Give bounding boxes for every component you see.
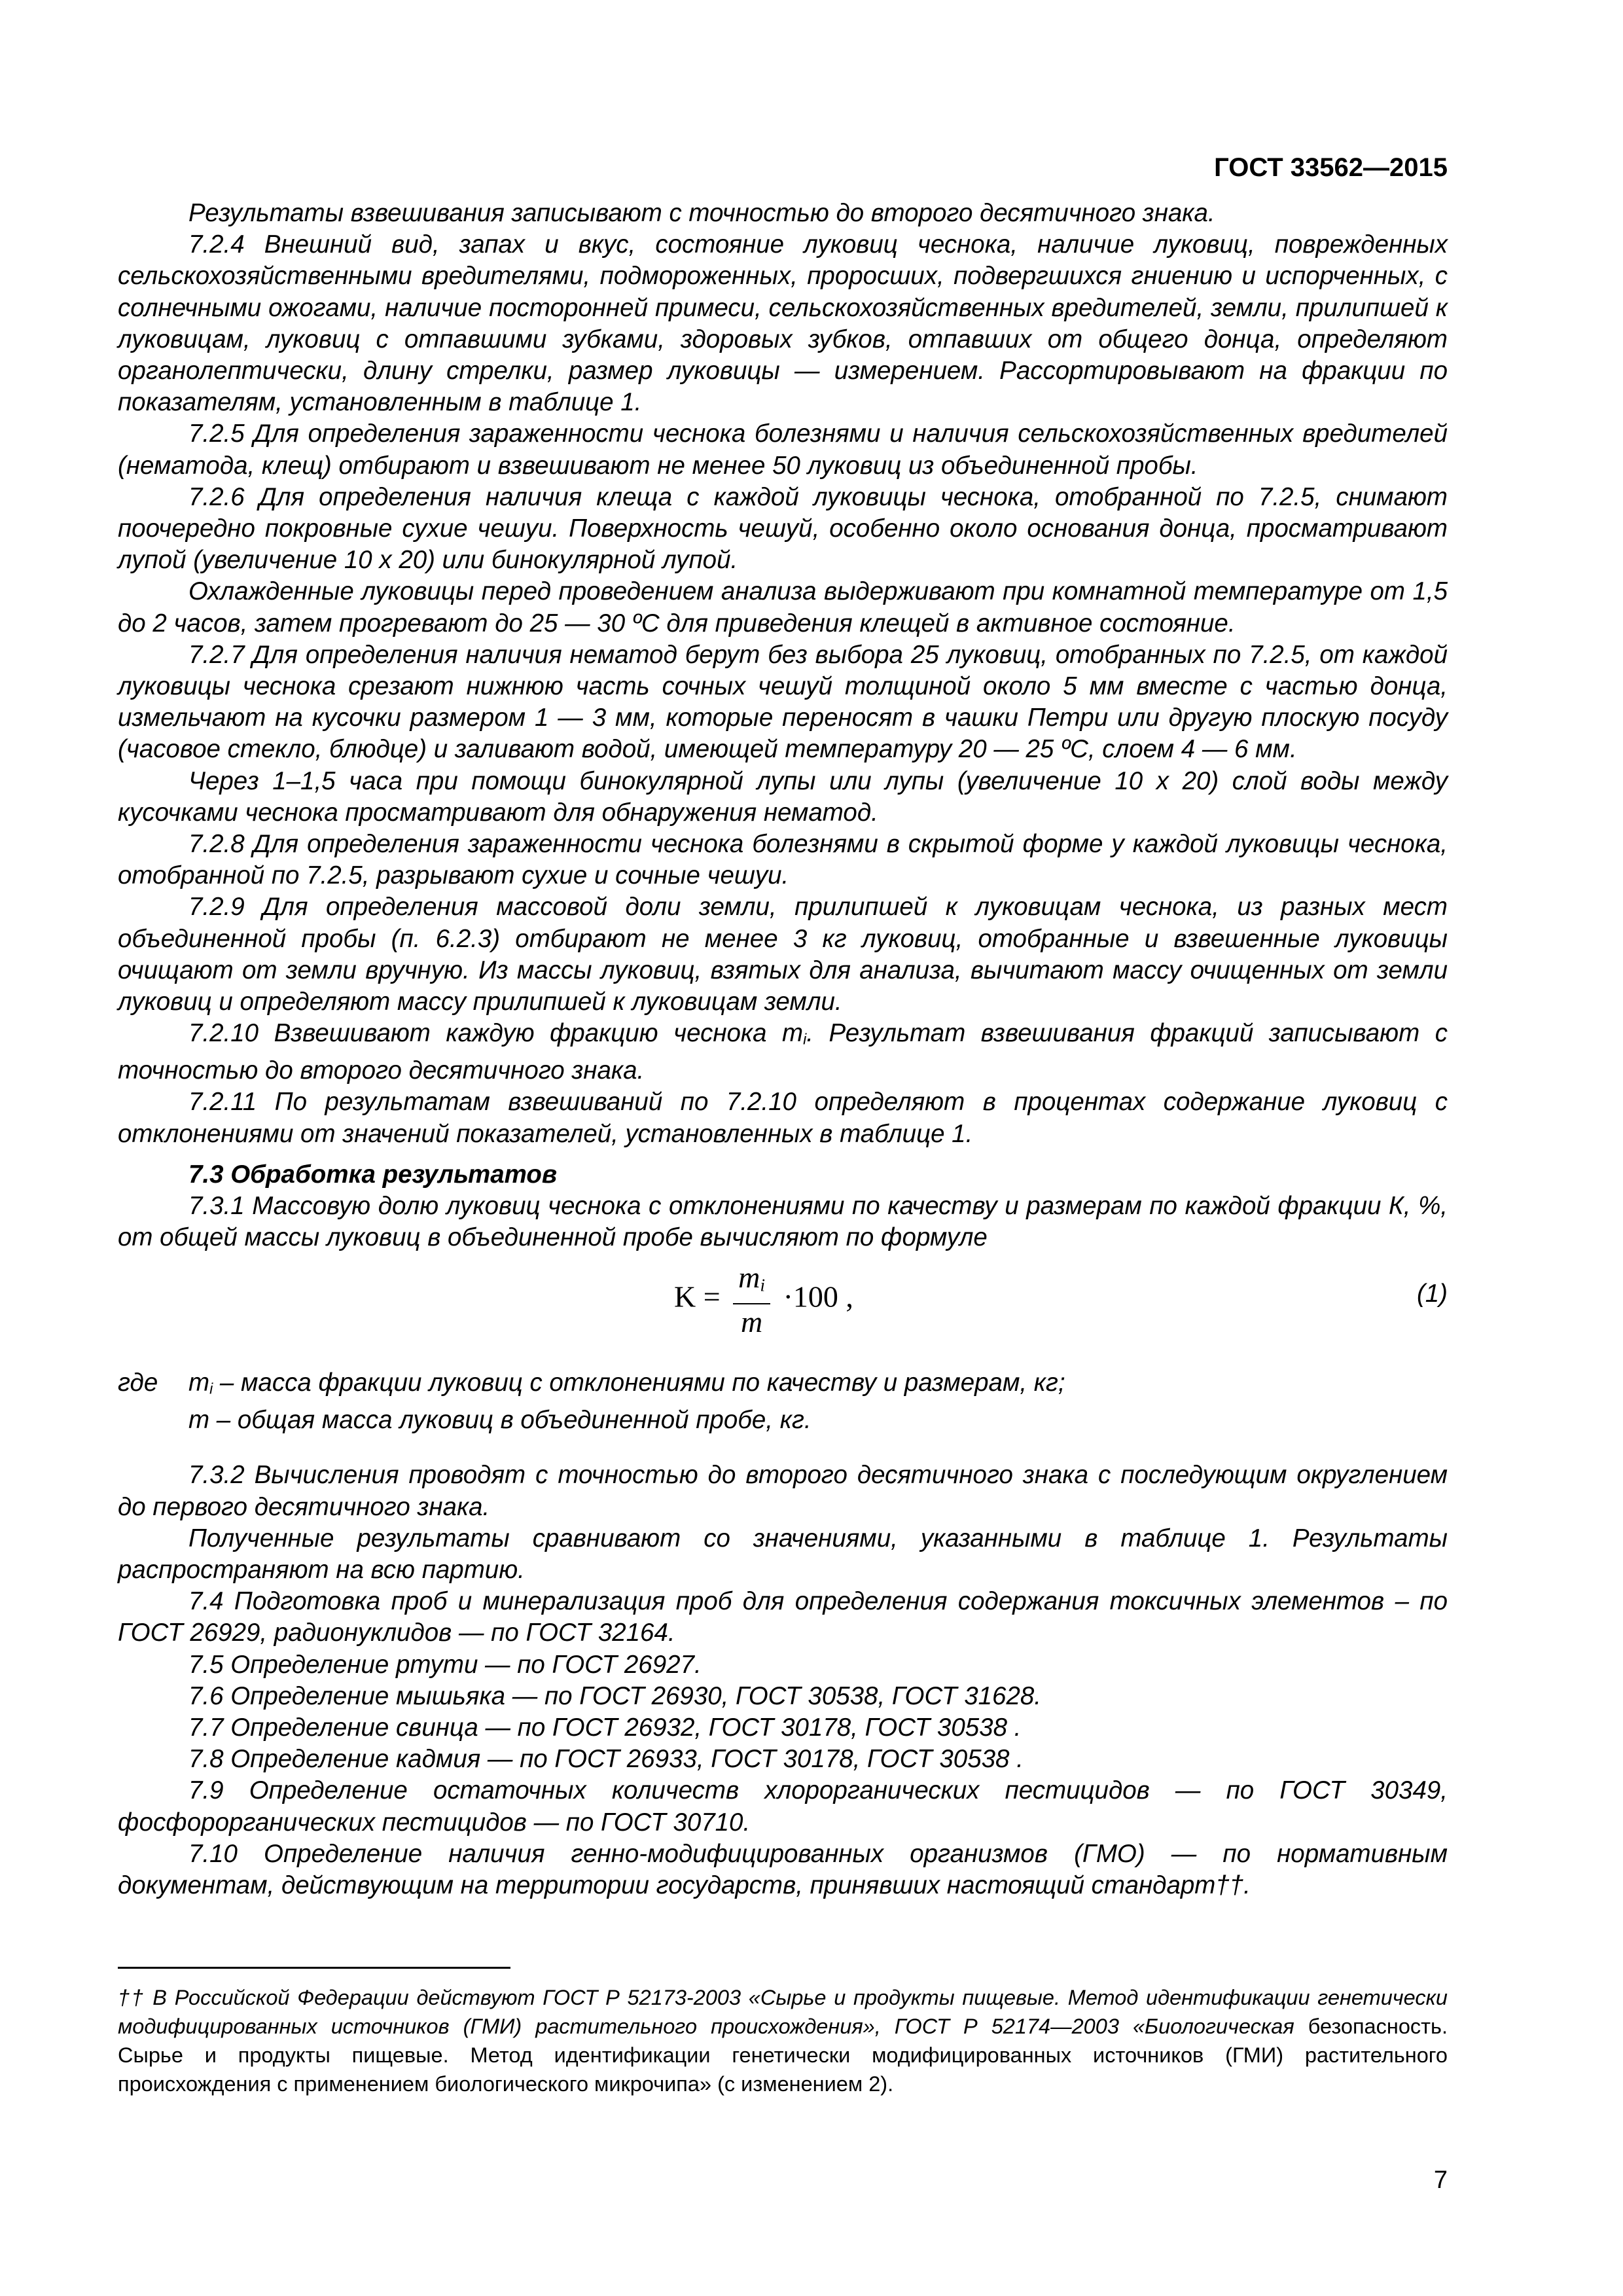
section-heading: 7.3 Обработка результатов (188, 1160, 558, 1189)
body-text (118, 198, 1448, 1901)
where-line (118, 1367, 1448, 1405)
paragraph: Результаты взвешивания записывают с точностью до второго десятичного знака. (188, 199, 1215, 227)
footnote-italic-text: †† В Российской Федерации действуют ГОСТ Р 52173-2003 «Сырье и продукты пищевые. Метод идентификации генетически модифицированных источников (ГМИ) растительного происхождения», ГОСТ Р 52174—2003 «Биологическая (118, 1986, 1448, 2038)
numerator-var: m (738, 1261, 760, 1295)
where-var: m (188, 1369, 210, 1397)
formula-rhs: ·100 , (783, 1280, 853, 1314)
where-text: – масса фракции луковиц с отклонениями по качеству и размерам, кг; (213, 1369, 1065, 1397)
footnote-text: безопасность. Сырье и продукты пищевые. Метод идентификации генетически модифицированных источников (ГМИ) растительного происхождения с применением биологического микрочипа» (с изменением 2). (118, 2015, 1448, 2096)
paragraph: 7.2.4 Внешний вид, запах и вкус, состояние луковиц чеснока, наличие луковиц, поврежденных сельскохозяйственными вредителями, подмороженных, проросших, подвергшихся гниению и испорченных, с солнечными ожогами, наличие посторонней примеси, сельскохозяйственных вредителей, земли, прилипшей к луковицам, луковиц с отпавшими зубками, здоровых зубков, отпавших от общего донца, определяют органолептически, длину стрелки, размер луковицы — измерением. Рассортировывают на фракции по показателям, установленным в таблице 1. (118, 230, 1448, 417)
paragraph: 7.2.7 Для определения наличия нематод берут без выбора 25 луковиц, отобранных по 7.2.5, от каждой луковицы чеснока срезают нижнюю часть сочных чешуй толщиной около 5 мм вместе с частью донца, измельчают на кусочки размером 1 — 3 мм, которые переносят в чашки Петри или другую плоскую посуду (часовое стекло, блюдце) и заливают водой, имеющей температуру 20 — 25 ºС, слоем 4 — 6 мм. (118, 640, 1448, 764)
formula-block (118, 1256, 1448, 1354)
paragraph: 7.2.9 Для определения массовой доли земли, прилипшей к луковицам чеснока, из разных мест объединенной пробы (п. 6.2.3) отбирают не менее 3 кг луковиц, отобранные и взвешенные луковицы очищают от земли вручную. Из массы луковиц, взятых для анализа, вычитают массу очищенных от земли луковиц и определяют массу прилипшей к луковицам земли. (118, 893, 1448, 1016)
paragraph: 7.5 Определение ртути — по ГОСТ 26927. (188, 1650, 702, 1679)
formula-lhs: K = (674, 1280, 721, 1314)
formula (674, 1260, 853, 1340)
paragraph: Охлажденные луковицы перед проведением анализа выдерживают при комнатной температуре от 1,5 до 2 часов, затем прогревают до 25 — 30 ºС для приведения клещей в активное состояние. (118, 577, 1448, 637)
paragraph: Полученные результаты сравнивают со значениями, указанными в таблице 1. Результаты распространяют на всю партию. (118, 1524, 1448, 1584)
paragraph: 7.3.1 Массовую долю луковиц чеснока с отклонениями по качеству и размерам по каждой фракции К, %, от общей массы луковиц в объединенной пробе вычисляют по формуле (118, 1191, 1448, 1252)
paragraph: 7.6 Определение мышьяка — по ГОСТ 26930, ГОСТ 30538, ГОСТ 31628. (188, 1681, 1041, 1710)
equation-number: (1) (1416, 1280, 1448, 1308)
footnote-divider (118, 1967, 510, 1969)
paragraph: 7.10 Определение наличия генно-модифицированных организмов (ГМО) — по нормативным документам, действующим на территории государств, принявших настоящий стандарт††. (118, 1839, 1448, 1899)
fraction-denominator: m (741, 1304, 763, 1338)
where-block (118, 1367, 1448, 1436)
paragraph: 7.4 Подготовка проб и минерализация проб для определения содержания токсичных элементов – по ГОСТ 26929, радионуклидов — по ГОСТ 32164. (118, 1587, 1448, 1647)
paragraph: 7.3.2 Вычисления проводят с точностью до второго десятичного знака с последующим округлением до первого десятичного знака. (118, 1461, 1448, 1521)
paragraph: 7.9 Определение остаточных количеств хлорорганических пестицидов — по ГОСТ 30349, фосфорорганических пестицидов — по ГОСТ 30710. (118, 1776, 1448, 1837)
numerator-sub: i (760, 1274, 766, 1295)
paragraph: Через 1–1,5 часа при помощи бинокулярной лупы или лупы (увеличение 10 х 20) слой воды между кусочками чеснока просматривают для обнаружения нематод. (118, 766, 1448, 827)
page-number: 7 (1433, 2166, 1448, 2194)
paragraph: 7.2.6 Для определения наличия клеща с каждой луковицы чеснока, отобранной по 7.2.5, снимают поочередно покровные сухие чешуи. Поверхность чешуй, особенно около основания донца, просматривают лупой (увеличение 10 х 20) или бинокулярной лупой. (118, 482, 1448, 575)
where-sub: i (209, 1380, 213, 1397)
footnote (118, 1983, 1448, 2098)
paragraph-text: 7.2.10 Взвешивают каждую фракцию чеснока m (188, 1019, 804, 1048)
document-id: ГОСТ 33562—2015 (1214, 153, 1448, 182)
paragraph: 7.8 Определение кадмия — по ГОСТ 26933, ГОСТ 30178, ГОСТ 30538 . (188, 1745, 1024, 1774)
paragraph: 7.2.8 Для определения зараженности чеснока болезнями в скрытой форме у каждой луковицы чеснока, отобранной по 7.2.5, разрывают сухие и сочные чешуи. (118, 830, 1448, 890)
paragraph: 7.7 Определение свинца — по ГОСТ 26932, ГОСТ 30178, ГОСТ 30538 . (188, 1713, 1022, 1742)
paragraph: 7.2.5 Для определения зараженности чеснока болезнями и наличия сельскохозяйственных вредителей (нематода, клещ) отбирают и взвешивают не менее 50 луковиц из объединенной пробы. (118, 420, 1448, 480)
where-label: где (118, 1369, 158, 1397)
fraction-numerator (733, 1260, 770, 1304)
spacer (118, 1436, 1448, 1460)
where-line: m – общая масса луковиц в объединенной пробе, кг. (188, 1406, 812, 1435)
fraction (733, 1260, 770, 1340)
subscript: i (803, 1030, 807, 1048)
paragraph-text: . Результат взвешивания фракций записывают с точностью до второго десятичного знака. (118, 1019, 1448, 1085)
paragraph: 7.2.11 По результатам взвешиваний по 7.2.10 определяют в процентах содержание луковиц с отклонениями от значений показателей, установленных в таблице 1. (118, 1088, 1448, 1148)
paragraph (118, 1018, 1448, 1086)
